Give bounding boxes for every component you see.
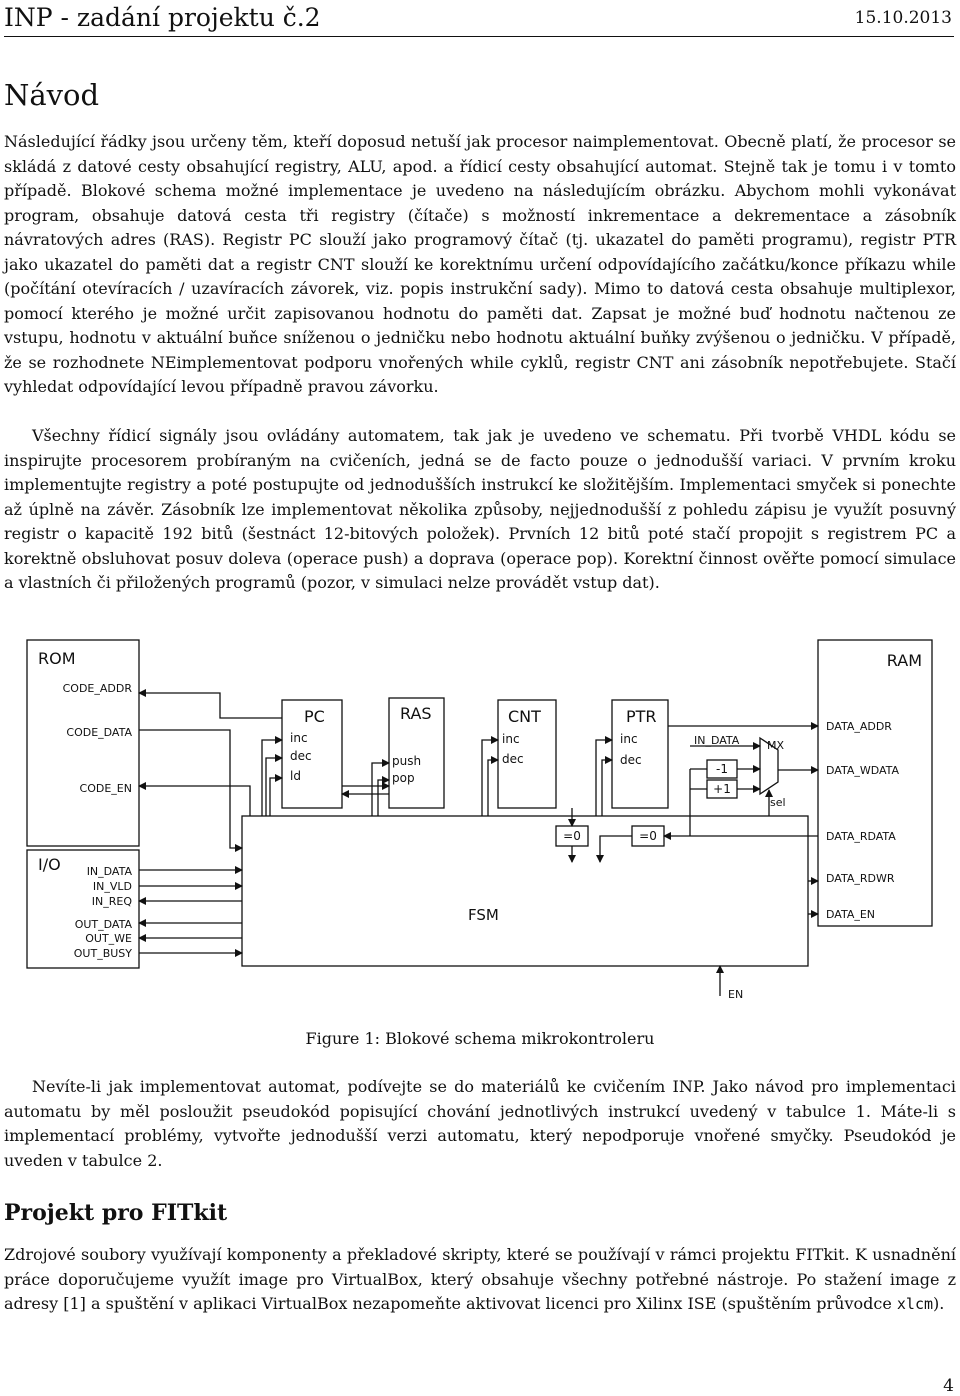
mux-plus: +1 bbox=[713, 782, 731, 796]
mux-in-data: IN_DATA bbox=[694, 734, 740, 747]
pc-title: PC bbox=[304, 707, 325, 726]
paragraph-intro: Následující řádky jsou určeny těm, kteří doposud netuší jak procesor naimplementovat. Obecně platí, že procesor se skládá z datové cesty obsahující registry, ALU, apod. a řídicí cesty obsahující automat. Stejně tak je tomu i v tomto případě. Blokové schema možné implementace je uvedeno na následujícím obrázku. Abychom mohli vykonávat program, obsahuje datová cesta tři registry (čítače) s možností inkrementace a dekrementace a zásobník návratových adres (RAS). Registr PC slouží jako programový čítač (tj. ukazatel do paměti programu), registr PTR jako ukazatel do paměti dat a registr CNT slouží ke korektnímu určení odpovídajícího začátku/konce příkazu while (počítání otevíracích / uzavíracích závorek, viz. popis instrukční sady). Mimo to datová cesta obsahuje multiplexor, pomocí kterého je možné určit zapisovanou hodnotu do paměti dat. Zapsat je možné buď hodnotu načtenou ze vstupu, hodnotu v aktuální buňce sníženou o jedničku nebo hodnotu aktuální buňky zvýšenou o jedničku. V případě, že se rozhodnete NEimplementovat podporu vnořených while cyklů, registr CNT ani zásobník nepotřebujete. Stačí vyhledat odpovídající levou případně pravou závorku. bbox=[4, 132, 956, 396]
fitkit-code: xlcm bbox=[896, 1295, 934, 1313]
ras-title: RAS bbox=[400, 704, 432, 723]
rom-block bbox=[27, 640, 139, 846]
ram-port: DATA_RDATA bbox=[826, 830, 896, 843]
ram-port: DATA_ADDR bbox=[826, 720, 892, 733]
fsm-label: FSM bbox=[468, 906, 499, 924]
paragraph-fitkit bbox=[4, 1243, 956, 1317]
rom-port: CODE_DATA bbox=[66, 726, 132, 739]
ras-signal: push bbox=[392, 754, 422, 768]
section-title: Návod bbox=[4, 78, 100, 112]
io-port: OUT_BUSY bbox=[73, 947, 132, 960]
fsm-block bbox=[242, 816, 808, 966]
rom-port: CODE_EN bbox=[79, 782, 132, 795]
page-number: 4 bbox=[943, 1376, 954, 1396]
io-title: I/O bbox=[38, 855, 61, 874]
cnt-signal: dec bbox=[502, 752, 524, 766]
header-title: INP - zadání projektu č.2 bbox=[4, 3, 321, 32]
cmp1-label: =0 bbox=[563, 829, 581, 843]
fitkit-end: ). bbox=[933, 1294, 945, 1313]
cmp2-label: =0 bbox=[639, 829, 657, 843]
ram-port: DATA_RDWR bbox=[826, 872, 895, 885]
ram-title: RAM bbox=[886, 651, 922, 670]
ras-signal: pop bbox=[392, 771, 415, 785]
rom-port: CODE_ADDR bbox=[62, 682, 132, 695]
mux-sel: sel bbox=[770, 796, 786, 809]
ptr-title: PTR bbox=[626, 707, 657, 726]
ptr-signal: inc bbox=[620, 732, 638, 746]
ram-port: DATA_EN bbox=[826, 908, 876, 921]
ptr-signal: dec bbox=[620, 753, 642, 767]
section2-title: Projekt pro FITkit bbox=[4, 1200, 228, 1226]
ram-port: DATA_WDATA bbox=[826, 764, 900, 777]
fitkit-text: Zdrojové soubory využívají komponenty a překladové skripty, které se používají v rámci projektu FITkit. K usnadnění práce doporučujeme využít image pro VirtualBox, který obsahuje všechny potřebné nástroje. Po stažení image z adresy [1] a spuštění v aplikaci VirtualBox nezapomeňte aktivovat licenci pro Xilinx ISE (spuštěním průvodce bbox=[4, 1245, 956, 1313]
pc-signal: dec bbox=[290, 749, 312, 763]
pc-signal: ld bbox=[290, 769, 301, 783]
en-label: EN bbox=[728, 988, 744, 1001]
paragraph-automat: Nevíte-li jak implementovat automat, podívejte se do materiálů ke cvičením INP. Jako návod pro implementaci automatu by měl posloužit pseudokód popisující chování jednotlivých instrukcí uvedený v tabulce 1. Máte-li s implementací problémy, vytvořte jednodušší verzi automatu, který nepodporuje vnořené smyčky. Pseudokód je uveden v tabulce 2. bbox=[4, 1077, 956, 1170]
io-port: OUT_WE bbox=[85, 932, 132, 945]
figure-caption: Figure 1: Blokové schema mikrokontroleru bbox=[305, 1029, 655, 1048]
header-date: 15.10.2013 bbox=[854, 8, 952, 28]
cnt-title: CNT bbox=[508, 707, 541, 726]
page-header bbox=[4, 2, 954, 37]
pc-signal: inc bbox=[290, 731, 308, 745]
io-port: OUT_DATA bbox=[74, 918, 132, 931]
io-port: IN_REQ bbox=[91, 895, 132, 908]
paragraph-control: Všechny řídicí signály jsou ovládány automatem, tak jak je uvedeno ve schematu. Při tvorbě VHDL kódu se inspirujte procesorem probíraným na cvičeních, jedná se de facto pouze o jednodušší variaci. V prvním kroku implementujte registry a poté postupujte od jednodušších instrukcí ke složitějším. Implementaci smyček si ponechte až úplně na závěr. Zásobník lze implementovat několika způsoby, nejjednodušší z pohledu zápisu je využít posuvný registr o kapacitě 192 bitů (šestnáct 12-bitových položek). Prvních 12 bitů poté stačí propojit s registrem PC a korektně obsluhovat posuv doleva (operace push) a doprava (operace pop). Korektní činnost ověřte pomocí simulace a vlastních či přiložených programů (pozor, v simulaci nelze provádět vstup dat). bbox=[4, 426, 956, 592]
cnt-signal: inc bbox=[502, 732, 520, 746]
io-port: IN_DATA bbox=[86, 865, 132, 878]
rom-title: ROM bbox=[38, 649, 76, 668]
block-diagram bbox=[0, 628, 960, 1028]
mux-title: MX bbox=[767, 739, 785, 752]
io-port: IN_VLD bbox=[92, 880, 132, 893]
mux-minus: -1 bbox=[716, 762, 728, 776]
